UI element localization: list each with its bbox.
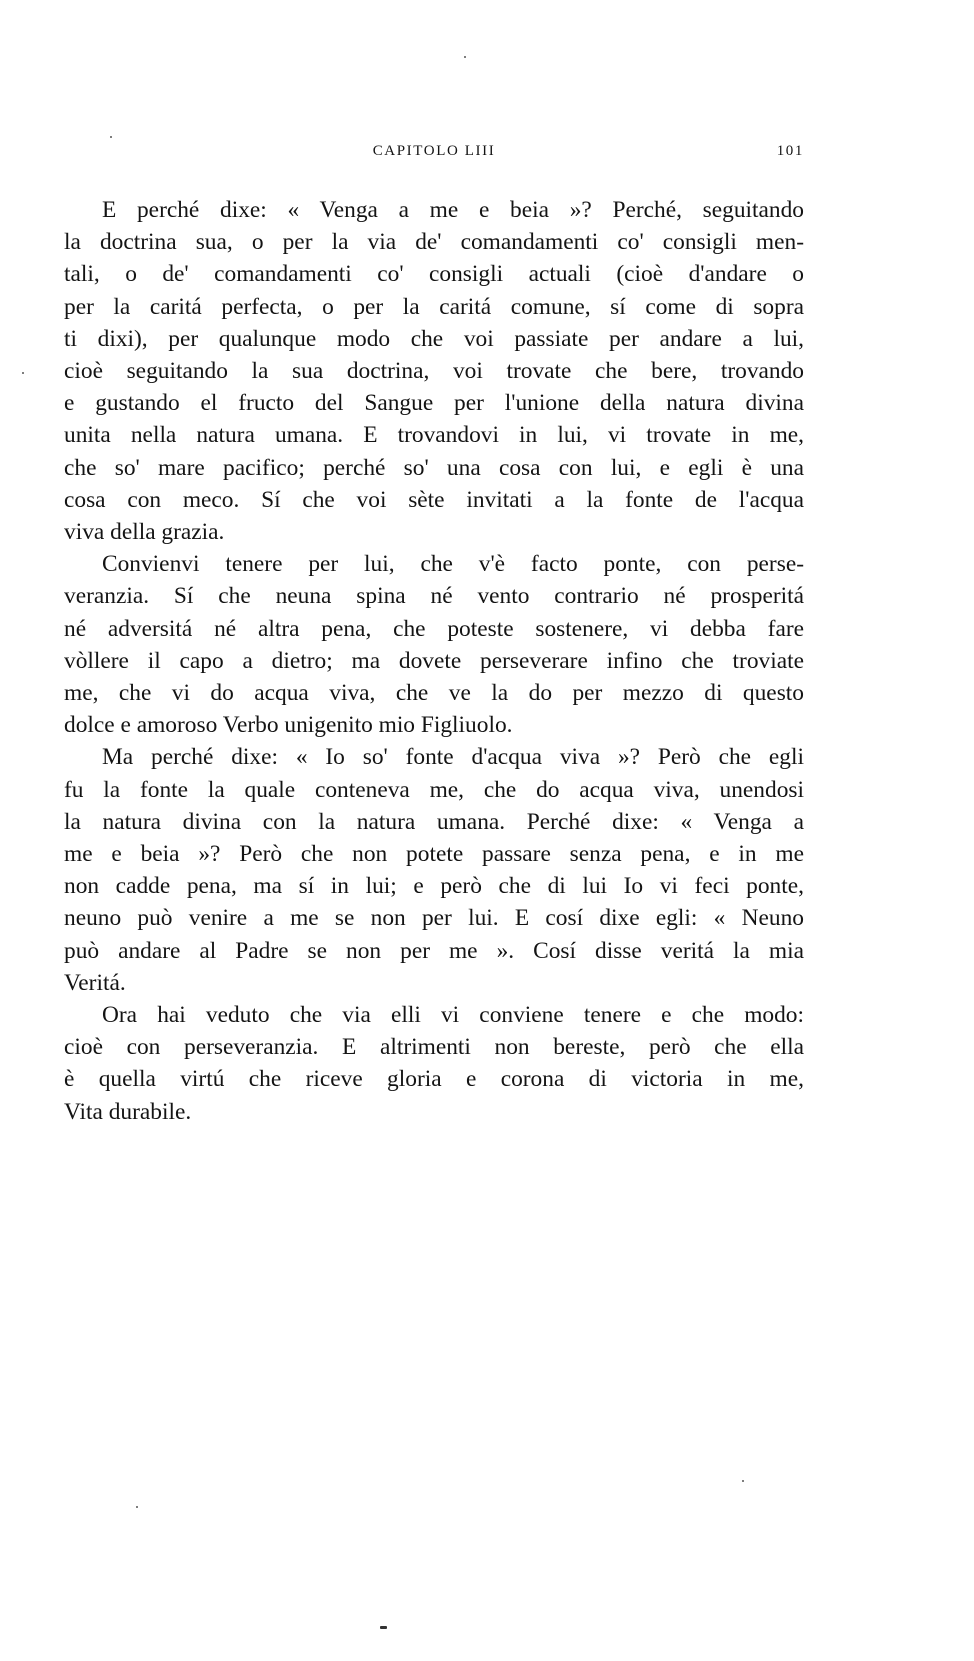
text-line: unita nella natura umana. E trovandovi in lui, vi trovate in me, (64, 422, 804, 449)
text-line: Ma perché dixe: « Io so' fonte d'acqua viva »? Però che egli (102, 744, 804, 771)
scan-speck (742, 1480, 744, 1482)
text-line: tali, o de' comandamenti co' consigli actuali (cioè d'andare o (64, 261, 804, 288)
page-number: 101 (776, 143, 804, 159)
body-text (64, 194, 804, 1128)
chapter-title: CAPITOLO LIII (372, 143, 496, 159)
text-line: cioè con perseveranzia. E altrimenti non bereste, però che ella (64, 1034, 804, 1061)
text-line: la natura divina con la natura umana. Perché dixe: « Venga a (64, 808, 804, 835)
scan-speck (464, 56, 466, 58)
text-line: cosa con meco. Sí che voi sète invitati a la fonte de l'acqua (64, 486, 804, 513)
text-line: cioè seguitando la sua doctrina, voi trovate che bere, trovando (64, 358, 804, 385)
text-line: Convienvi tenere per lui, che v'è facto ponte, con perse- (102, 551, 804, 578)
text-line: neuno può venire a me se non per lui. E cosí dixe egli: « Neuno (64, 905, 804, 932)
text-line: viva della grazia. (64, 519, 225, 546)
text-line: vòllere il capo a dietro; ma dovete perseverare infino che troviate (64, 647, 804, 674)
text-line: né adversitá né altra pena, che poteste sostenere, vi debba fare (64, 615, 804, 642)
text-line: fu la fonte la quale conteneva me, che do acqua viva, unendosi (64, 776, 804, 803)
text-line: Vita durabile. (64, 1098, 192, 1125)
text-line: ti dixi), per qualunque modo che voi passiate per andare a lui, (64, 325, 804, 352)
text-line: dolce e amoroso Verbo unigenito mio Figliuolo. (64, 712, 513, 739)
paragraph-4 (64, 999, 804, 1128)
text-line: che so' mare pacifico; perché so' una cosa con lui, e egli è una (64, 454, 804, 481)
running-head (64, 143, 804, 167)
text-line: me, che vi do acqua viva, che ve la do per mezzo di questo (64, 680, 804, 707)
text-line: per la caritá perfecta, o per la caritá comune, sí come di sopra (64, 293, 804, 320)
scan-speck (110, 136, 112, 138)
text-line: veranzia. Sí che neuna spina né vento contrario né prosperitá (64, 583, 804, 610)
text-line: e gustando el fructo del Sangue per l'unione della natura divina (64, 390, 804, 417)
text-line: Ora hai veduto che via elli vi conviene tenere e che modo: (102, 1002, 804, 1029)
scan-speck (22, 372, 24, 374)
text-line: Veritá. (64, 969, 126, 996)
text-line: me e beia »? Però che non potete passare senza pena, e in me (64, 841, 804, 868)
text-line: la doctrina sua, o per la via de' comandamenti co' consigli men- (64, 229, 804, 256)
text-line: è quella virtú che riceve gloria e corona di victoria in me, (64, 1066, 804, 1093)
paragraph-3 (64, 741, 804, 999)
scan-speck (136, 1506, 138, 1508)
text-line: E perché dixe: « Venga a me e beia »? Perché, seguitando (102, 197, 804, 223)
scan-speck (380, 1626, 387, 1629)
paragraph-1 (64, 194, 804, 548)
text-line: può andare al Padre se non per me ». Cosí disse veritá la mia (64, 937, 804, 964)
text-line: non cadde pena, ma sí in lui; e però che di lui Io vi feci ponte, (64, 873, 804, 900)
paragraph-2 (64, 548, 804, 741)
